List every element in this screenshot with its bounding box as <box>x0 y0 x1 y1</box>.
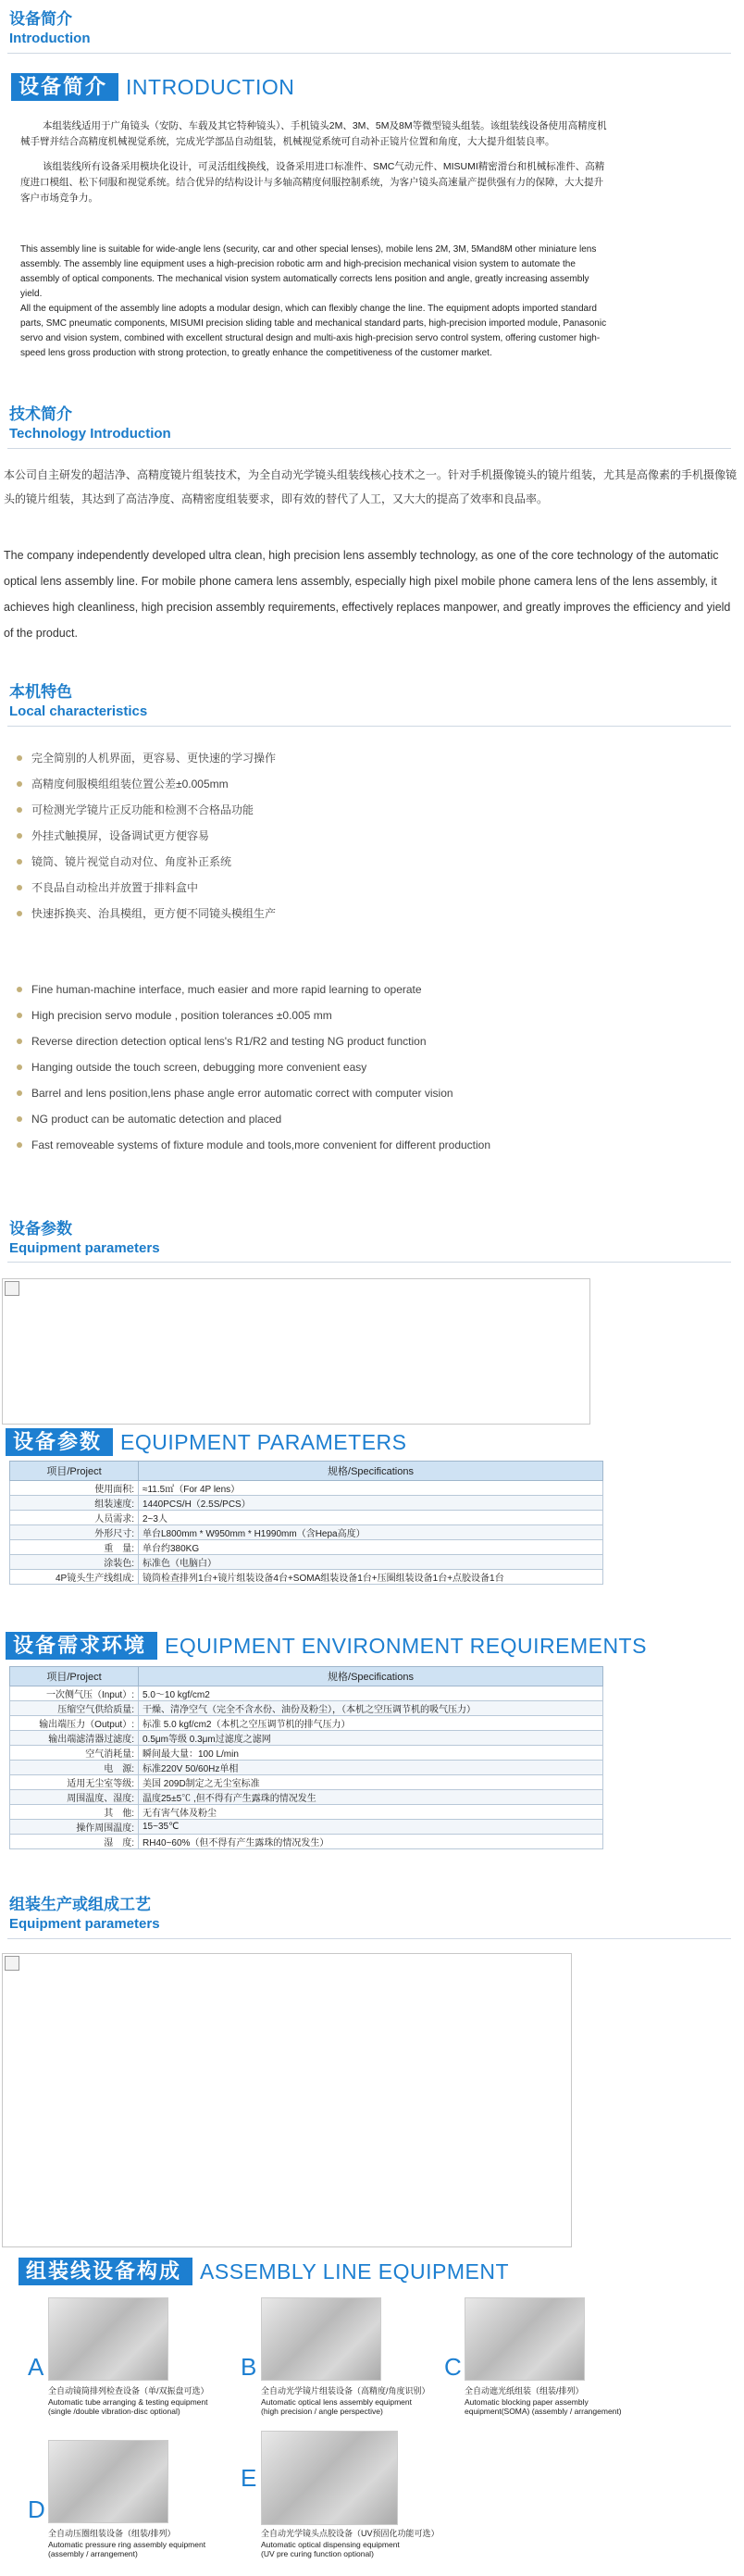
table-cell-value: 美国 209D制定之无尘室标准 <box>139 1775 603 1790</box>
table-cell-value: 15~35℃ <box>139 1820 603 1835</box>
tech-cn-paragraph: 本公司自主研发的超洁净、高精度镜片组装技术，为全自动光学镜头组装线核心技术之一。针对手机摄像镜头的镜片组装，尤其是高像素的手机摄像镜头的镜片组装，其达到了高洁净度、高精密度组装要求，即有效的替代了人工，又大大的提高了效率和良品率。 <box>4 468 738 505</box>
table-cell-key: 组装速度: <box>10 1496 139 1511</box>
equipment-e-caption-en-1: Automatic optical dispensing equipment <box>261 2540 400 2549</box>
intro-banner <box>11 73 294 101</box>
table-cell-key: 其 他: <box>10 1805 139 1820</box>
params-table <box>9 1461 603 1585</box>
table-cell-key: 人员需求: <box>10 1511 139 1525</box>
params-banner-en: EQUIPMENT PARAMETERS <box>120 1429 407 1454</box>
bullet-icon <box>17 781 22 787</box>
bullet-icon <box>17 1064 22 1070</box>
table-cell-value: 干燥、清净空气（完全不含水份、油份及粉尘），（本机之空压调节机的吸气压力） <box>139 1701 603 1716</box>
table-cell-value: 单台L800mm * W950mm * H1990mm（含Hepa高度） <box>139 1525 603 1540</box>
list-item-text: NG product can be automatic detection and placed <box>31 1113 282 1126</box>
list-item <box>7 1080 729 1106</box>
table-cell-key: 周围温度、湿度: <box>10 1790 139 1805</box>
equipment-d-photo <box>48 2440 168 2523</box>
list-item <box>7 797 729 823</box>
divider <box>7 448 731 449</box>
list-item <box>7 849 729 875</box>
env-banner-en: EQUIPMENT ENVIRONMENT REQUIREMENTS <box>165 1633 647 1658</box>
list-item <box>7 771 729 797</box>
params-col-project: 项目/Project <box>10 1462 139 1481</box>
bullet-icon <box>17 1116 22 1122</box>
table-cell-key: 电 源: <box>10 1761 139 1775</box>
bullet-icon <box>17 755 22 761</box>
table-cell-value: 0.5μm等级 0.3μm过滤度之滤网 <box>139 1731 603 1746</box>
tech-title-cn: 技术简介 <box>9 405 72 423</box>
table-cell-key: 湿 度: <box>10 1835 139 1849</box>
intro-banner-en: INTRODUCTION <box>126 74 295 99</box>
line-banner <box>19 2258 509 2285</box>
equipment-e-caption-en-2: (UV pre curing function optional) <box>261 2549 374 2558</box>
list-item-text: 完全简别的人机界面，更容易、更快速的学习操作 <box>31 752 277 765</box>
table-cell-value: 温度25±5℃ ,但不得有产生露珠的情况发生 <box>139 1790 603 1805</box>
table-cell-key: 操作周围温度: <box>10 1820 139 1835</box>
local-cn-list <box>7 745 729 927</box>
intro-title-cn: 设备简介 <box>9 10 72 28</box>
table-row <box>10 1746 603 1761</box>
bullet-icon <box>17 859 22 865</box>
tech-title-en: Technology Introduction <box>9 426 171 442</box>
intro-en-paragraph-2: All the equipment of the assembly line adopts a modular design, which can flexibly change the line. The equipment adopts imported standard parts, SMC pneumatic components, MISUMI precision sliding table and mechanical standard parts, high-precision imported module, Panasonic servo and vision system, combined with excellent structural design and multi-axis high-precision servo control system, offering customer high-speed lens gross production with strong protection, to greatly enhance the competitiveness of the customer market. <box>20 304 607 358</box>
table-cell-value: 瞬间最大量：100 L/min <box>139 1746 603 1761</box>
list-item-text: 高精度伺服模组组装位置公差±0.005mm <box>31 778 229 790</box>
table-row <box>10 1805 603 1820</box>
equipment-d-letter: D <box>28 2495 45 2523</box>
line-banner-en: ASSEMBLY LINE EQUIPMENT <box>200 2259 510 2284</box>
intro-title-en: Introduction <box>9 31 91 46</box>
list-item-text: Barrel and lens position,lens phase angle error automatic correct with computer vision <box>31 1087 453 1100</box>
table-cell-value: 单台约380KG <box>139 1540 603 1555</box>
list-item-text: Fine human-machine interface, much easier and more rapid learning to operate <box>31 983 422 996</box>
equipment-photo-placeholder <box>2 1278 590 1425</box>
table-cell-value: 2~3人 <box>139 1511 603 1525</box>
table-cell-value: 镜筒检查排列1台+镜片组装设备4台+SOMA组装设备1台+压圈组装设备1台+点胶设备1台 <box>139 1570 603 1585</box>
list-item <box>7 1002 729 1028</box>
list-item <box>7 977 729 1002</box>
list-item-text: High precision servo module , position tolerances ±0.005 mm <box>31 1009 332 1022</box>
list-item <box>7 901 729 927</box>
bullet-icon <box>17 833 22 839</box>
equipment-a-photo <box>48 2297 168 2381</box>
equipment-e-letter: E <box>241 2464 257 2492</box>
tech-en-paragraph: The company independently developed ultra clean, high precision lens assembly technology, as one of the core technology of the automatic optical lens assembly line. For mobile phone camera lens assembly, especially high pixel mobile phone camera lens of the lens assembly, it achieves high cleanliness, high precision assembly requirements, effectively replaces manpower, and greatly improves the efficiency and yield of the product. <box>4 549 731 640</box>
table-cell-key: 输出端压力（Output）: <box>10 1716 139 1731</box>
bullet-icon <box>17 1090 22 1096</box>
equipment-e-photo <box>261 2431 398 2525</box>
equipment-c-caption-en-2: equipment(SOMA) (assembly / arrangement) <box>465 2407 622 2416</box>
local-title-en: Local characteristics <box>9 703 148 719</box>
process-title-en: Equipment parameters <box>9 1916 160 1932</box>
intro-banner-cn: 设备简介 <box>11 73 118 101</box>
table-cell-value: ≈11.5㎡（For 4P lens） <box>139 1481 603 1496</box>
list-item <box>7 1132 729 1158</box>
table-cell-key: 重 量: <box>10 1540 139 1555</box>
equipment-b-caption-en-1: Automatic optical lens assembly equipment <box>261 2397 412 2407</box>
equipment-a-caption-en-1: Automatic tube arranging & testing equipment <box>48 2397 208 2407</box>
params-banner <box>6 1428 407 1456</box>
equipment-e-caption-cn: 全自动光学镜头点胶设备（UV预固化功能可选） <box>261 2529 440 2538</box>
equipment-b-photo <box>261 2297 381 2381</box>
env-banner <box>6 1632 647 1660</box>
table-cell-key: 适用无尘室等级: <box>10 1775 139 1790</box>
table-row <box>10 1496 603 1511</box>
params-title-en: Equipment parameters <box>9 1240 160 1256</box>
equipment-c-letter: C <box>444 2353 462 2381</box>
list-item <box>7 875 729 901</box>
env-banner-cn: 设备需求环境 <box>6 1632 157 1660</box>
local-en-list <box>7 977 729 1158</box>
equipment-c-caption-en-1: Automatic blocking paper assembly <box>465 2397 589 2407</box>
list-item <box>7 1106 729 1132</box>
table-cell-value: 标准色（电脑白） <box>139 1555 603 1570</box>
table-cell-key: 压缩空气供给质量: <box>10 1701 139 1716</box>
table-row <box>10 1731 603 1746</box>
list-item-text: Hanging outside the touch screen, debugging more convenient easy <box>31 1061 367 1074</box>
list-item <box>7 823 729 849</box>
equipment-d-caption-en-1: Automatic pressure ring assembly equipment <box>48 2540 206 2549</box>
equipment-d-caption-cn: 全自动压圈组装设备（组装/排列） <box>48 2529 176 2538</box>
divider <box>7 726 731 727</box>
bullet-icon <box>17 911 22 916</box>
table-row <box>10 1686 603 1701</box>
list-item <box>7 1028 729 1054</box>
table-cell-value: 标准220V 50/60Hz单相 <box>139 1761 603 1775</box>
broken-image-icon <box>5 1956 19 1971</box>
process-title-cn: 组装生产或组成工艺 <box>9 1896 151 1913</box>
process-photo-placeholder <box>2 1953 572 2247</box>
list-item-text: 不良品自动检出并放置于排料盒中 <box>31 881 199 894</box>
equipment-a-letter: A <box>28 2353 44 2381</box>
equipment-a-caption-cn: 全自动镜筒排列检查设备（单/双振盘可选） <box>48 2386 209 2396</box>
table-row <box>10 1540 603 1555</box>
table-row <box>10 1701 603 1716</box>
list-item <box>7 745 729 771</box>
equipment-a-caption-en-2: (single /double vibration-disc optional) <box>48 2407 180 2416</box>
local-title-cn: 本机特色 <box>9 683 72 701</box>
table-cell-key: 4P镜头生产线组成: <box>10 1570 139 1585</box>
list-item-text: 快速拆换夹、治具模组，更方便不同镜头模组生产 <box>31 907 277 920</box>
equipment-c-caption-cn: 全自动遮光纸组装（组装/排列） <box>465 2386 584 2396</box>
bullet-icon <box>17 807 22 813</box>
divider <box>7 1262 731 1263</box>
table-row <box>10 1716 603 1731</box>
table-row <box>10 1790 603 1805</box>
table-cell-key: 空气消耗量: <box>10 1746 139 1761</box>
table-row <box>10 1481 603 1496</box>
intro-en-paragraph-1: This assembly line is suitable for wide-angle lens (security, car and other special lenses), mobile lens 2M, 3M, 5Mand8M other miniature lens assembly. The assembly line equipment uses a high-precision robotic arm and high-precision mechanical vision system to automate the assembly of optical components. The mechanical vision system automatically corrects lens position and angle, greatly increasing assembly yield. <box>20 244 597 299</box>
bullet-icon <box>17 987 22 992</box>
list-item-text: Reverse direction detection optical lens's R1/R2 and testing NG product function <box>31 1035 427 1048</box>
env-col-spec: 规格/Specifications <box>139 1667 603 1686</box>
table-cell-value: 1440PCS/H（2.5S/PCS） <box>139 1496 603 1511</box>
list-item-text: 外挂式触摸屏，设备调试更方便容易 <box>31 829 210 842</box>
table-cell-key: 涂装色: <box>10 1555 139 1570</box>
table-cell-key: 外形尺寸: <box>10 1525 139 1540</box>
divider <box>7 1938 731 1939</box>
table-cell-key: 输出端滤清器过滤度: <box>10 1731 139 1746</box>
params-title-cn: 设备参数 <box>9 1220 72 1238</box>
params-col-spec: 规格/Specifications <box>139 1462 603 1481</box>
table-cell-value: 5.0～10 kgf/cm2 <box>139 1686 603 1701</box>
params-banner-cn: 设备参数 <box>6 1428 113 1456</box>
line-banner-cn: 组装线设备构成 <box>19 2258 192 2285</box>
table-row <box>10 1555 603 1570</box>
intro-cn-paragraph-2: 该组装线所有设备采用模块化设计，可灵活组线换线，设备采用进口标准件、SMC气动元件、MISUMI精密滑台和机械标准件、高精度进口模组、松下伺服和视觉系统。结合优异的结构设计与多轴高精度伺服控制系统，为客户镜头高速量产提供强有力的保障，大大提升客户市场竞争力。 <box>20 161 605 204</box>
table-row <box>10 1570 603 1585</box>
equipment-b-caption-en-2: (high precision / angle perspective) <box>261 2407 383 2416</box>
equipment-c-photo <box>465 2297 585 2381</box>
table-cell-key: 一次侧气压（Input）: <box>10 1686 139 1701</box>
table-cell-value: 标准 5.0 kgf/cm2（本机之空压调节机的排气压力） <box>139 1716 603 1731</box>
intro-cn-paragraph-1: 本组装线适用于广角镜头（安防、车载及其它特种镜头）、手机镜头2M、3M、5M及8M等微型镜头组装。该组装线设备使用高精度机械手臂并结合高精度机械视觉系统，完成光学部品自动组装，机械视觉系统可自动补正镜片位置和角度，大大提升组装良率。 <box>20 120 607 147</box>
divider <box>7 53 731 54</box>
table-row <box>10 1525 603 1540</box>
list-item-text: Fast removeable systems of fixture module and tools,more convenient for different production <box>31 1139 491 1151</box>
list-item <box>7 1054 729 1080</box>
bullet-icon <box>17 1013 22 1018</box>
table-row <box>10 1820 603 1835</box>
equipment-b-letter: B <box>241 2353 257 2381</box>
bullet-icon <box>17 1039 22 1044</box>
env-table <box>9 1666 603 1849</box>
equipment-b-caption-cn: 全自动光学镜片组装设备（高精度/角度识别） <box>261 2386 430 2396</box>
list-item-text: 镜筒、镜片视觉自动对位、角度补正系统 <box>31 855 232 868</box>
bullet-icon <box>17 885 22 890</box>
equipment-d-caption-en-2: (assembly / arrangement) <box>48 2549 138 2558</box>
broken-image-icon <box>5 1281 19 1296</box>
list-item-text: 可检测光学镜片正反功能和检测不合格品功能 <box>31 803 254 816</box>
bullet-icon <box>17 1142 22 1148</box>
env-col-project: 项目/Project <box>10 1667 139 1686</box>
table-row <box>10 1761 603 1775</box>
table-cell-value: 无有害气体及粉尘 <box>139 1805 603 1820</box>
table-row <box>10 1775 603 1790</box>
table-row <box>10 1835 603 1849</box>
table-cell-key: 使用面积: <box>10 1481 139 1496</box>
table-cell-value: RH40~60%（但不得有产生露珠的情况发生） <box>139 1835 603 1849</box>
table-row <box>10 1511 603 1525</box>
